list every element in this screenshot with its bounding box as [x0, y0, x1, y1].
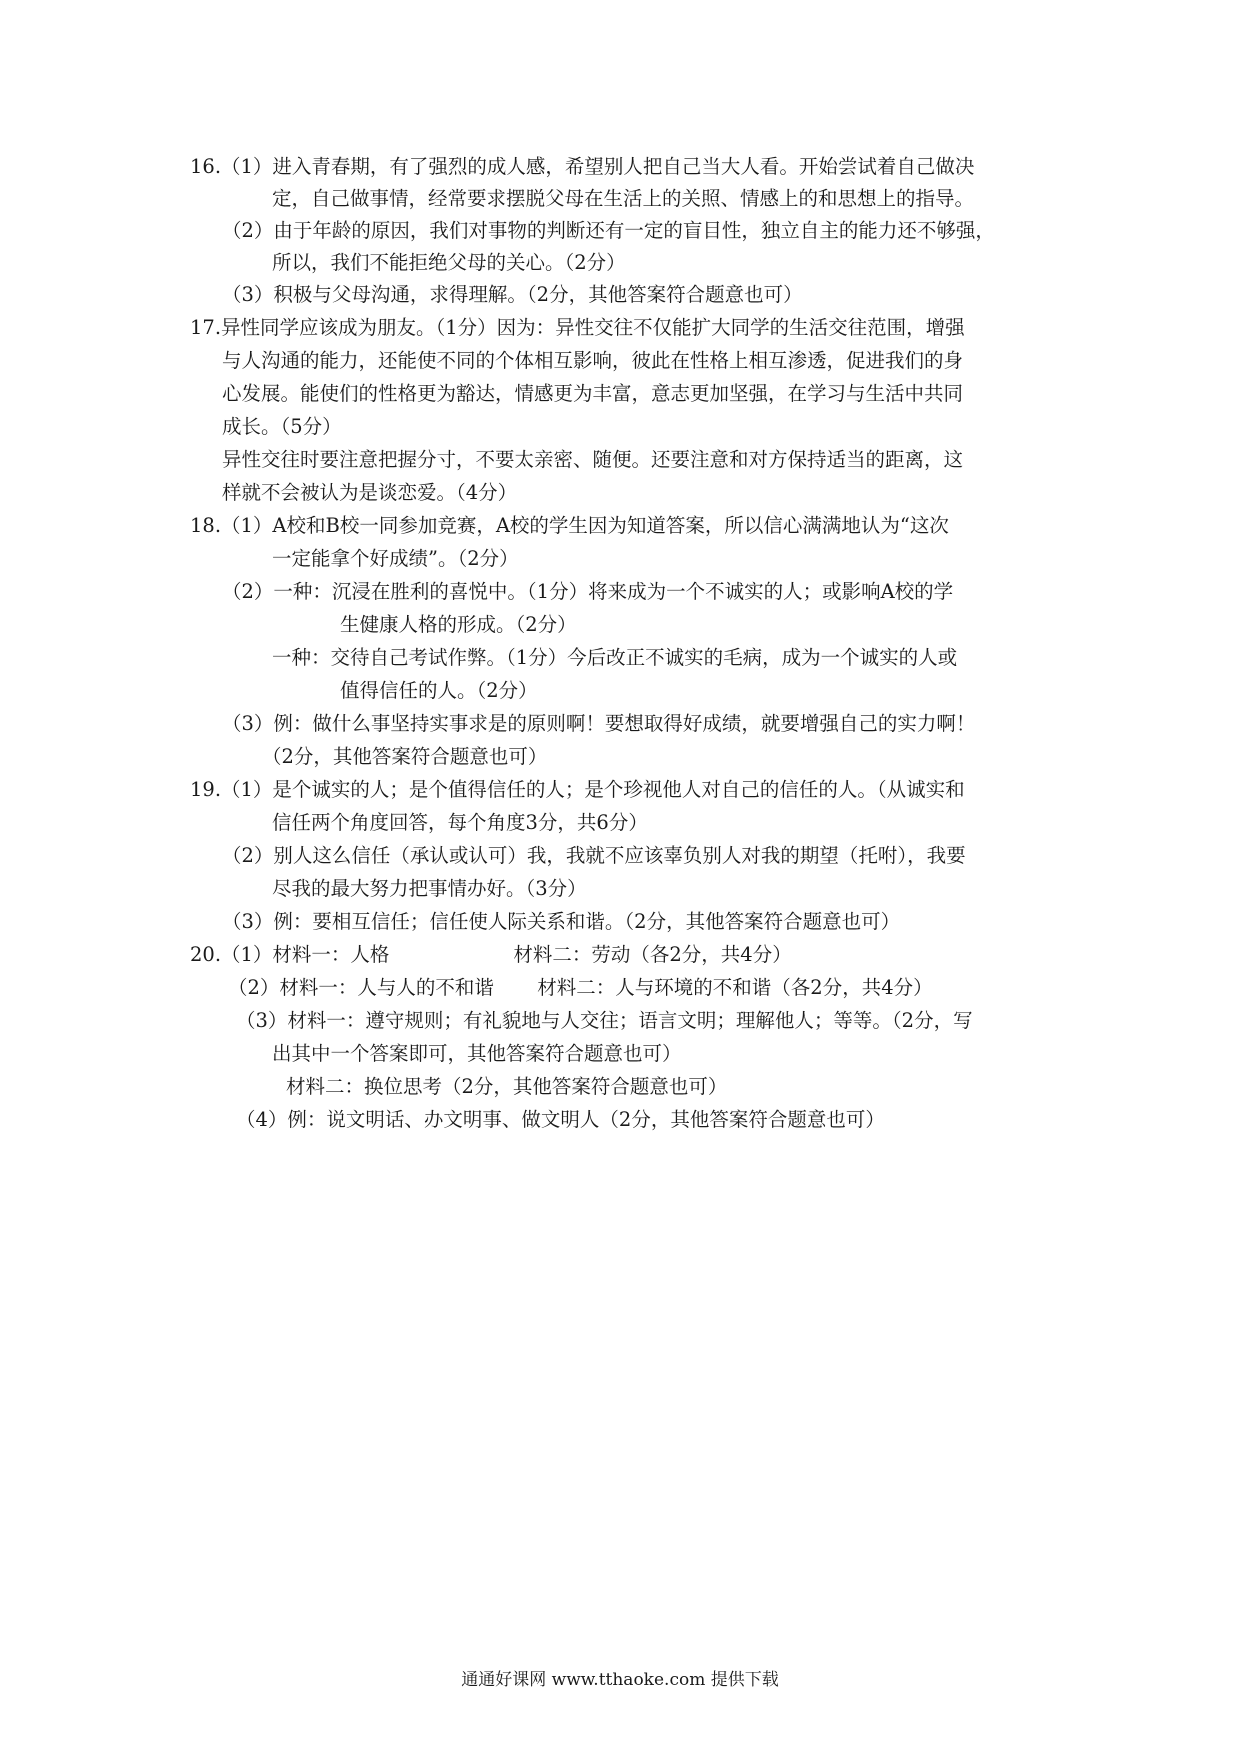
text-line: 16.（1）进入青春期，有了强烈的成人感，希望别人把自己当大人看。开始尝试着自己做决: [190, 155, 975, 178]
text-line: 20.（1）材料一：人格 材料二：劳动（各2分，共4分）: [190, 943, 792, 966]
text-line: （2）由于年龄的原因，我们对事物的判断还有一定的盲目性，独立自主的能力还不够强，: [222, 219, 995, 242]
text-line: （4）例：说文明话、办文明事、做文明人（2分，其他答案符合题意也可）: [236, 1108, 885, 1131]
text-line: （3）材料一：遵守规则；有礼貌地与人交往；语言文明；理解他人；等等。（2分，写: [236, 1009, 973, 1032]
text-line: 材料二：换位思考（2分，其他答案符合题意也可）: [286, 1075, 728, 1098]
text-line: 心发展。能使们的性格更为豁达，情感更为丰富，意志更加坚强，在学习与生活中共同: [222, 382, 964, 405]
text-line: 出其中一个答案即可，其他答案符合题意也可）: [272, 1042, 682, 1065]
text-line: 异性交往时要注意把握分寸，不要太亲密、随便。还要注意和对方保持适当的距离，这: [222, 448, 964, 471]
text-line: 18.（1）A校和B校一同参加竞赛，A校的学生因为知道答案，所以信心满满地认为“这次: [190, 514, 949, 537]
text-line: 19.（1）是个诚实的人；是个值得信任的人；是个珍视他人对自己的信任的人。（从诚实和: [190, 778, 965, 801]
text-line: （2）材料一：人与人的不和谐 材料二：人与环境的不和谐（各2分，共4分）: [228, 976, 933, 999]
text-line: 与人沟通的能力，还能使不同的个体相互影响，彼此在性格上相互渗透，促进我们的身: [222, 349, 964, 372]
text-line: 成长。（5分）: [222, 415, 342, 438]
text-line: （3）例：做什么事坚持实事求是的原则啊！要想取得好成绩，就要增强自己的实力啊！: [222, 712, 976, 735]
text-line: （2）别人这么信任（承认或认可）我，我就不应该辜负别人对我的期望（托咐），我要: [222, 844, 966, 867]
text-line: 一种：交待自己考试作弊。（1分）今后改正不诚实的毛病，成为一个诚实的人或: [272, 646, 958, 669]
text-line: 样就不会被认为是谈恋爱。（4分）: [222, 481, 518, 504]
text-line: 所以，我们不能拒绝父母的关心。（2分）: [272, 251, 626, 274]
text-line: 信任两个角度回答，每个角度3分，共6分）: [272, 811, 648, 834]
text-line: 尽我的最大努力把事情办好。（3分）: [272, 877, 587, 900]
text-line: （3）例：要相互信任；信任使人际关系和谐。（2分，其他答案符合题意也可）: [222, 910, 901, 933]
text-line: （2分，其他答案符合题意也可）: [262, 745, 548, 768]
text-line: 生健康人格的形成。（2分）: [340, 613, 577, 636]
text-line: （2）一种：沉浸在胜利的喜悦中。（1分）将来成为一个不诚实的人；或影响A校的学: [222, 580, 954, 603]
text-line: 值得信任的人。（2分）: [340, 679, 538, 702]
text-line: 17.异性同学应该成为朋友。（1分）因为：异性交往不仅能扩大同学的生活交往范围，增强: [190, 316, 965, 339]
text-line: 一定能拿个好成绩”。（2分）: [272, 547, 519, 570]
footer-source-note: 通通好课网 www.tthaoke.com 提供下载: [461, 1670, 779, 1690]
text-line: 定，自己做事情，经常要求摆脱父母在生活上的关照、情感上的和思想上的指导。: [272, 187, 975, 210]
text-line: （3）积极与父母沟通，求得理解。（2分，其他答案符合题意也可）: [222, 283, 803, 306]
